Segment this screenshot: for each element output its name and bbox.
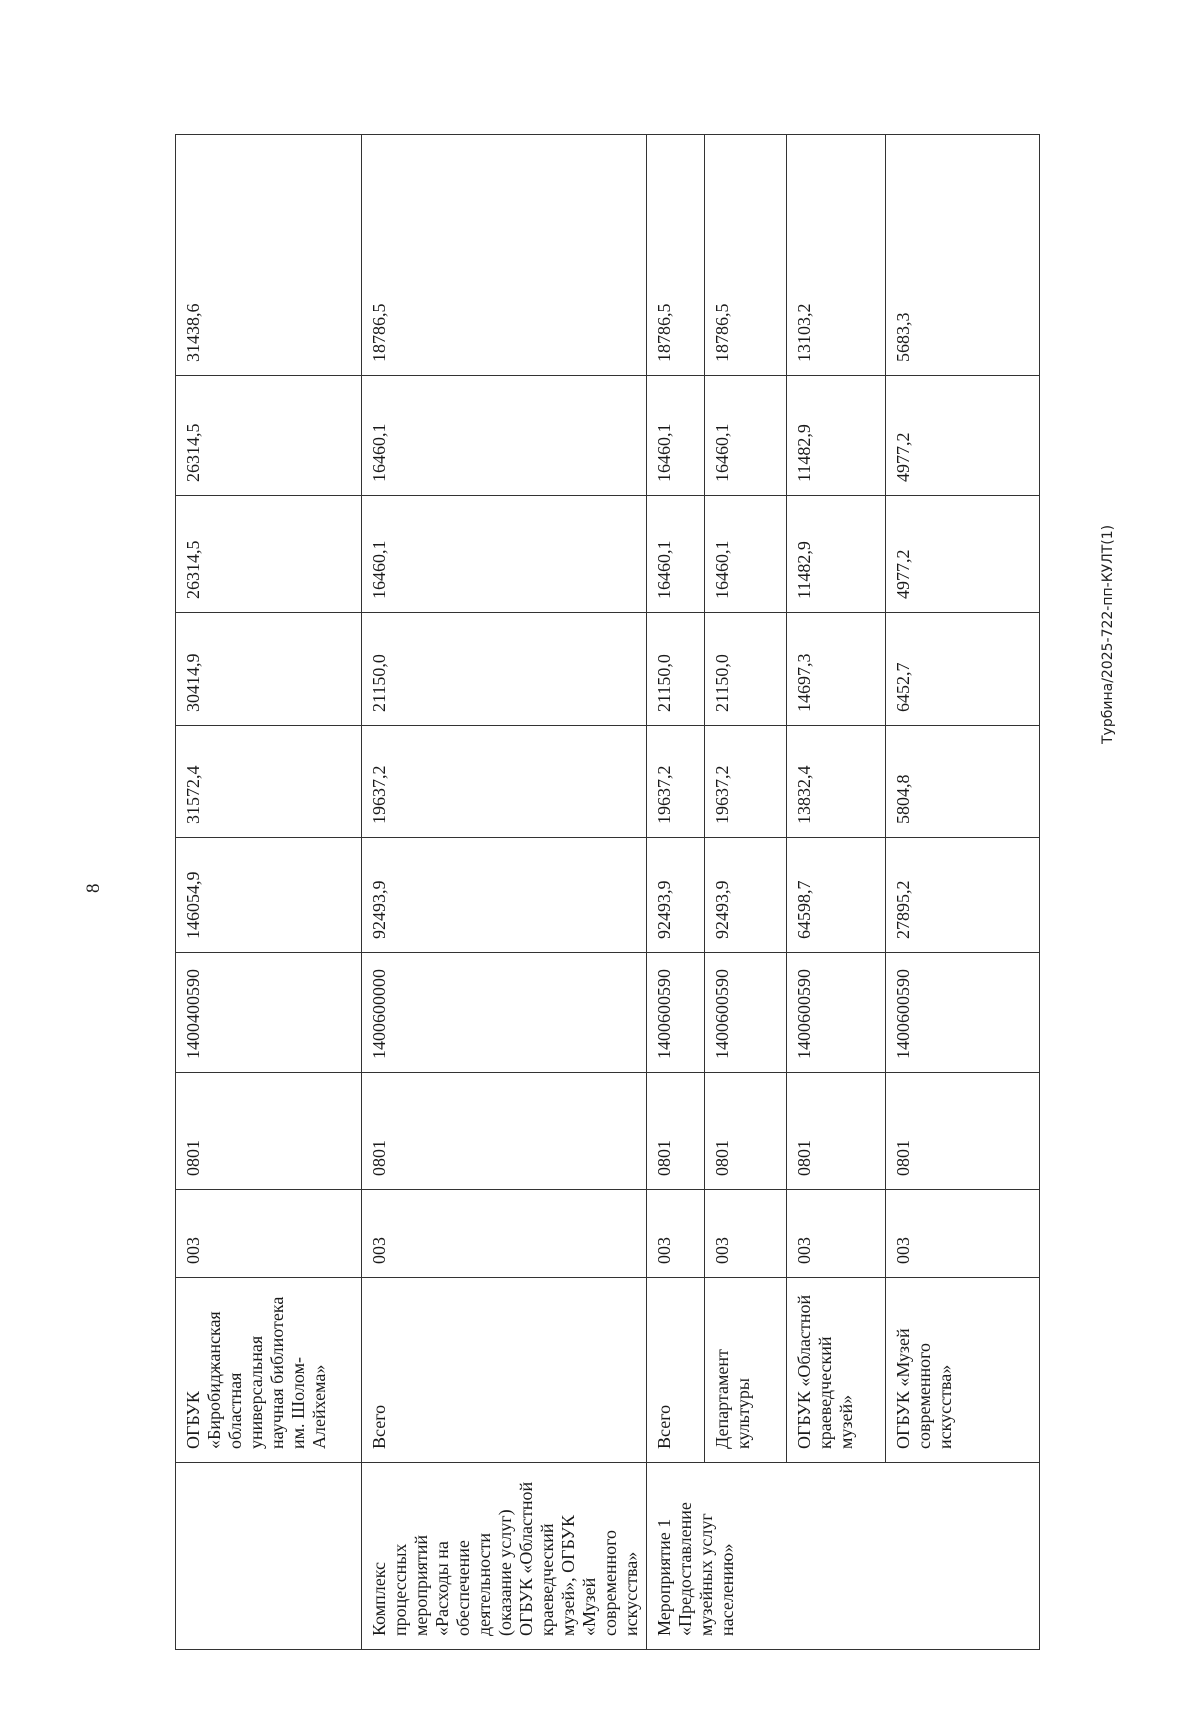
year4-cell: 16460,1 [647,376,705,496]
csr-cell: 1400600590 [886,953,1040,1073]
csr-cell: 1400600590 [787,953,886,1073]
year5-cell: 18786,5 [362,135,647,376]
total-cell: 27895,2 [886,838,1040,953]
year3-cell: 26314,5 [176,496,362,613]
executor-cell: ОГБУК «Биробиджанская областная универсальная научная библиотека им. Шолом-Алейхема» [176,1278,362,1463]
rzpr-cell: 0801 [705,1073,787,1190]
rzpr-cell: 0801 [886,1073,1040,1190]
year1-cell: 31572,4 [176,726,362,838]
year3-cell: 4977,2 [886,496,1040,613]
table-row [176,135,362,1650]
budget-table-container [175,135,1012,1650]
table-row [647,135,705,1650]
rzpr-cell: 0801 [647,1073,705,1190]
executor-cell: Департамент культуры [705,1278,787,1463]
grbs-cell: 003 [647,1190,705,1278]
page-number: 8 [83,883,104,893]
budget-table [175,134,1040,1650]
rzpr-cell: 0801 [176,1073,362,1190]
year1-cell: 19637,2 [647,726,705,838]
csr-cell: 1400600000 [362,953,647,1073]
total-cell: 92493,9 [362,838,647,953]
year4-cell: 11482,9 [787,376,886,496]
year5-cell: 5683,3 [886,135,1040,376]
executor-cell: ОГБУК «Областной краеведческий музей» [787,1278,886,1463]
total-cell: 92493,9 [647,838,705,953]
year2-cell: 6452,7 [886,613,1040,726]
grbs-cell: 003 [787,1190,886,1278]
year5-cell: 18786,5 [647,135,705,376]
year3-cell: 16460,1 [705,496,787,613]
grbs-cell: 003 [705,1190,787,1278]
table-row [362,135,647,1650]
csr-cell: 1400600590 [705,953,787,1073]
year1-cell: 19637,2 [705,726,787,838]
grbs-cell: 003 [886,1190,1040,1278]
year2-cell: 21150,0 [647,613,705,726]
year1-cell: 13832,4 [787,726,886,838]
year5-cell: 31438,6 [176,135,362,376]
year2-cell: 30414,9 [176,613,362,726]
executor-cell: Всего [362,1278,647,1463]
year1-cell: 19637,2 [362,726,647,838]
rzpr-cell: 0801 [787,1073,886,1190]
grbs-cell: 003 [176,1190,362,1278]
year4-cell: 4977,2 [886,376,1040,496]
year2-cell: 21150,0 [705,613,787,726]
executor-cell: ОГБУК «Музей современного искусства» [886,1278,1040,1463]
total-cell: 146054,9 [176,838,362,953]
program-cell: Мероприятие 1 «Предоставление музейных услуг населению» [647,1463,1040,1650]
program-cell [176,1463,362,1650]
year3-cell: 11482,9 [787,496,886,613]
year5-cell: 18786,5 [705,135,787,376]
year3-cell: 16460,1 [647,496,705,613]
total-cell: 64598,7 [787,838,886,953]
year4-cell: 16460,1 [705,376,787,496]
year2-cell: 21150,0 [362,613,647,726]
table-row [787,135,886,1650]
year4-cell: 16460,1 [362,376,647,496]
year4-cell: 26314,5 [176,376,362,496]
program-cell: Комплекс процессных мероприятий «Расходы на обеспечение деятельности (оказание услуг) ОГБУК «Областной краеведческий музей», ОГБУК «Музей современного искусства» [362,1463,647,1650]
year5-cell: 13103,2 [787,135,886,376]
rzpr-cell: 0801 [362,1073,647,1190]
csr-cell: 1400400590 [176,953,362,1073]
executor-cell: Всего [647,1278,705,1463]
csr-cell: 1400600590 [647,953,705,1073]
year1-cell: 5804,8 [886,726,1040,838]
year2-cell: 14697,3 [787,613,886,726]
table-row [705,135,787,1650]
year3-cell: 16460,1 [362,496,647,613]
table-row [886,135,1040,1650]
grbs-cell: 003 [362,1190,647,1278]
total-cell: 92493,9 [705,838,787,953]
document-code: Турбина/2025-722-пп-КУЛТ(1) [1100,524,1116,744]
